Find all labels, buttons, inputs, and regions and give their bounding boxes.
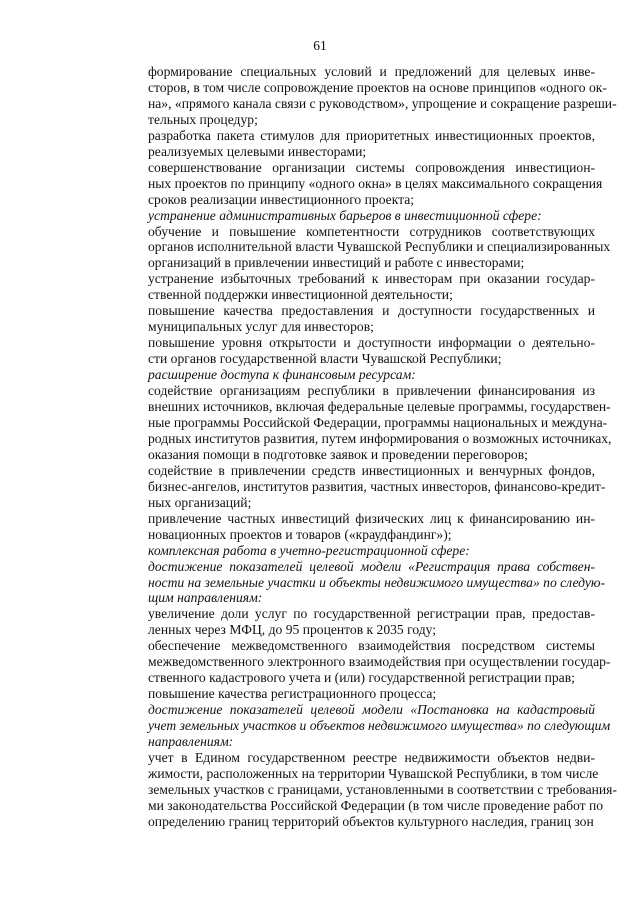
text-line: организаций в привлечении инвестиций и работе с инвесторами;: [148, 255, 525, 271]
text-line: ных организаций;: [148, 494, 252, 510]
text-line: ности на земельные участки и объекты недвижимого имущества» по следую-: [148, 574, 605, 590]
text-line: комплексная работа в учетно-регистрационной сфере:: [148, 542, 470, 558]
text-line: учет в Едином государственном реестре недвижимости объектов недви-: [148, 749, 595, 765]
text-line: определению границ территорий объектов культурного наследия, границ зон: [148, 813, 594, 829]
text-line: повышение уровня открытости и доступности информации о деятельно-: [148, 335, 595, 351]
text-line: устранение административных барьеров в инвестиционной сфере:: [148, 207, 542, 223]
text-line: сроков реализации инвестиционного проекта;: [148, 191, 415, 207]
text-line: устранение избыточных требований к инвесторам при оказании государ-: [148, 271, 595, 287]
document-body: [113, 64, 617, 830]
italic-heading: [113, 367, 595, 383]
paragraph: [113, 128, 595, 160]
paragraph: [113, 749, 617, 830]
paragraph: [113, 606, 595, 638]
text-line: содействие в привлечении средств инвестиционных и венчурных фондов,: [148, 462, 595, 478]
italic-heading: [113, 558, 605, 607]
text-line: бизнес-ангелов, институтов развития, частных инвесторов, финансово-кредит-: [148, 478, 606, 494]
text-line: земельных участков с границами, установленными в соответствии с требования-: [148, 781, 617, 797]
paragraph: [113, 462, 606, 511]
italic-heading: [113, 543, 595, 559]
text-line: повышение качества предоставления и доступности государственных и: [148, 303, 595, 319]
text-line: формирование специальных условий и предложений для целевых инве-: [148, 64, 595, 79]
text-line: оказания помощи в подготовке заявок и проведении переговоров;: [148, 446, 528, 462]
paragraph: [113, 335, 595, 367]
text-line: совершенствование организации системы сопровождения инвестицион-: [148, 159, 595, 175]
paragraph: [113, 383, 612, 463]
text-line: внешних источников, включая федеральные целевые программы, государствен-: [148, 399, 611, 415]
text-line: повышение качества регистрационного процесса;: [148, 686, 437, 702]
text-line: ственной поддержки инвестиционной деятельности;: [148, 287, 453, 303]
text-line: направлениям:: [148, 734, 234, 750]
paragraph: [113, 511, 595, 543]
text-line: родных институтов развития, путем информирования о возможных источниках,: [148, 430, 612, 446]
text-line: ные программы Российской Федерации, программы национальных и междуна-: [148, 414, 608, 430]
text-line: содействие организациям республики в привлечении финансирования из: [148, 383, 595, 399]
paragraph: [113, 686, 595, 702]
text-line: сти органов государственной власти Чувашской Республики;: [148, 351, 502, 367]
paragraph: [113, 159, 603, 208]
text-line: увеличение доли услуг по государственной регистрации прав, предостав-: [148, 606, 595, 622]
text-line: межведомственного электронного взаимодействия при осуществлении государ-: [148, 654, 611, 670]
text-line: достижение показателей целевой модели «Регистрация права собствен-: [148, 558, 595, 574]
text-line: разработка пакета стимулов для приоритетных инвестиционных проектов,: [148, 127, 595, 143]
text-line: жимости, расположенных на территории Чувашской Республики, в том числе: [148, 765, 599, 781]
text-line: щим направлениям:: [148, 590, 263, 606]
text-line: сторов, в том числе сопровождение проектов на основе принципов «одного ок-: [148, 79, 607, 95]
text-line: ленных через МФЦ, до 95 процентов к 2035 году;: [148, 622, 437, 638]
text-line: достижение показателей целевой модели «Постановка на кадастровый: [148, 702, 595, 718]
paragraph: [113, 303, 595, 335]
text-line: обеспечение межведомственного взаимодействия посредством системы: [148, 638, 595, 654]
paragraph: [113, 64, 617, 128]
page-number: 61: [313, 38, 327, 53]
text-line: муниципальных услуг для инвесторов;: [148, 319, 374, 335]
text-line: реализуемых целевыми инвесторами;: [148, 143, 367, 159]
text-line: ми законодательства Российской Федерации (в том числе проведение работ по: [148, 797, 604, 813]
paragraph: [113, 223, 611, 272]
text-line: расширение доступа к финансовым ресурсам:: [148, 367, 416, 383]
text-line: ных проектов по принципу «одного окна» в целях максимального сокращения: [148, 175, 603, 191]
text-line: тельных процедур;: [148, 111, 258, 127]
italic-heading: [113, 702, 611, 750]
text-line: органов исполнительной власти Чувашской Республики и специализированных: [148, 239, 611, 255]
text-line: привлечение частных инвестиций физических лиц к финансированию ин-: [148, 510, 595, 526]
text-line: учет земельных участков и объектов недвижимого имущества» по следующим: [148, 718, 611, 734]
text-line: обучение и повышение компетентности сотрудников соответствующих: [148, 223, 595, 239]
paragraph: [113, 271, 595, 303]
paragraph: [113, 638, 611, 686]
text-line: на», «прямого канала связи с руководством», упрощение и сокращение разреши-: [148, 95, 617, 111]
text-line: новационных проектов и товаров («краудфандинг»);: [148, 526, 452, 542]
text-line: ственного кадастрового учета и (или) государственной регистрации прав;: [148, 670, 575, 686]
italic-heading: [113, 208, 595, 224]
